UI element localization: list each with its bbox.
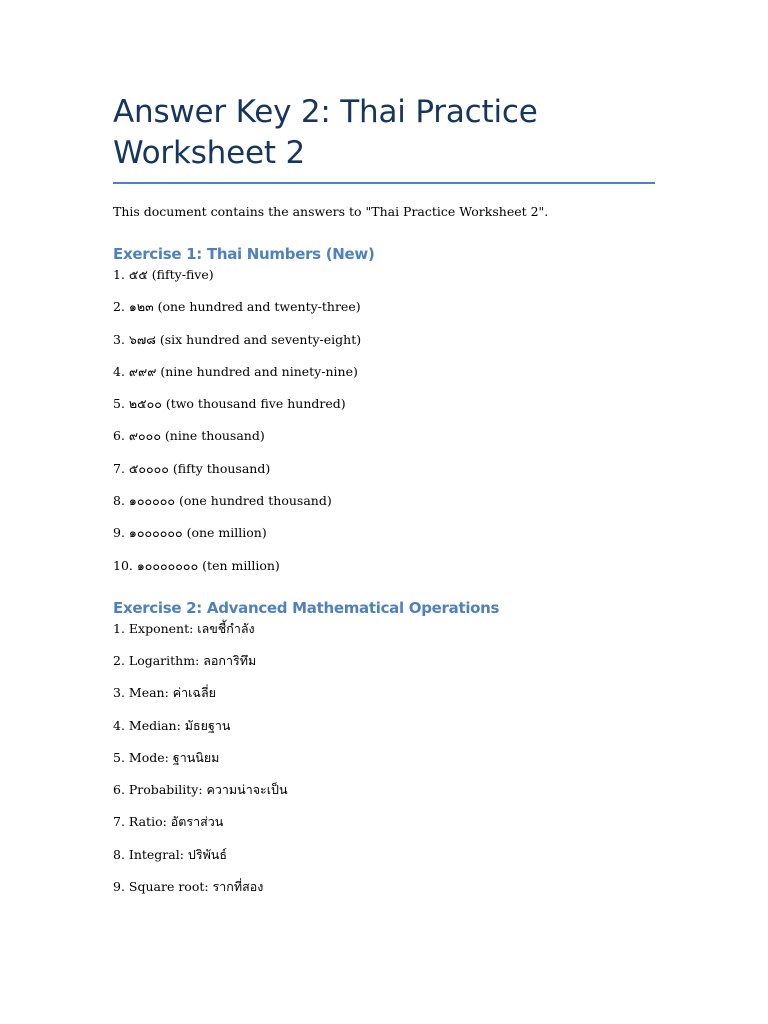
list-item: 2. Logarithm: ลอการิทึม xyxy=(113,652,257,668)
list-item: 4. Median: มัธยฐาน xyxy=(113,717,231,733)
list-item: 8. Integral: ปริพันธ์ xyxy=(113,846,227,862)
list-item: 6. ๙๐๐๐ (nine thousand) xyxy=(113,428,265,444)
exercise-1-list xyxy=(113,267,655,574)
document-page xyxy=(113,92,655,895)
list-item: 5. Mode: ฐานนิยม xyxy=(113,749,220,765)
list-item: 1. Exponent: เลขชี้กำลัง xyxy=(113,620,255,636)
list-item: 9. ๑๐๐๐๐๐๐ (one million) xyxy=(113,525,267,541)
exercise-1-heading: Exercise 1: Thai Numbers (New) xyxy=(113,245,375,263)
list-item: 9. Square root: รากที่สอง xyxy=(113,879,264,895)
list-item: 5. ๒๕๐๐ (two thousand five hundred) xyxy=(113,396,346,412)
list-item: 3. Mean: ค่าเฉลี่ย xyxy=(113,685,216,701)
intro-paragraph: This document contains the answers to "Thai Practice Worksheet 2". xyxy=(113,204,549,219)
list-item: 3. ๖๗๘ (six hundred and seventy-eight) xyxy=(113,331,362,347)
list-item: 7. ๕๐๐๐๐ (fifty thousand) xyxy=(113,460,271,476)
list-item: 6. Probability: ความน่าจะเป็น xyxy=(113,782,288,798)
list-item: 4. ๙๙๙ (nine hundred and ninety-nine) xyxy=(113,363,358,379)
list-item: 8. ๑๐๐๐๐๐ (one hundred thousand) xyxy=(113,493,332,509)
list-item: 2. ๑๒๓ (one hundred and twenty-three) xyxy=(113,299,361,315)
document-title: Answer Key 2: Thai Practice Worksheet 2 xyxy=(113,92,655,184)
list-item: 7. Ratio: อัตราส่วน xyxy=(113,814,224,830)
exercise-2-heading: Exercise 2: Advanced Mathematical Operations xyxy=(113,598,500,617)
exercise-2-list xyxy=(113,621,655,895)
list-item: 1. ๕๕ (fifty-five) xyxy=(113,267,214,282)
list-item: 10. ๑๐๐๐๐๐๐๐ (ten million) xyxy=(113,557,280,573)
